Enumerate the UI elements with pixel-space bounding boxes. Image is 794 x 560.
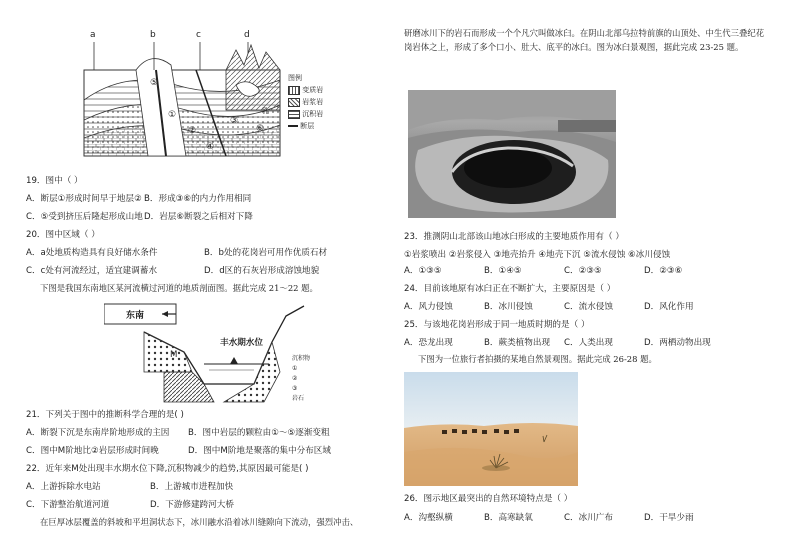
q19-opt-d: D．岩层⑥断裂之后相对下降 — [144, 212, 253, 222]
q19-stem: 19．图中（ ） — [26, 176, 83, 186]
q19-opt-c: C．⑤受到挤压后隆起形成山地 — [26, 212, 143, 222]
q22-opt-c: C．下游整治航道河道 — [26, 500, 110, 510]
river-legend-3: ③ — [292, 385, 298, 392]
legend-item-sedimentary: 沉积岩 — [288, 108, 354, 120]
direction-label: 东南 — [126, 311, 145, 321]
q23-opt-c: C．②③⑤ — [564, 266, 602, 276]
q21-stem: 21．下列关于图中的推断科学合理的是( ) — [26, 410, 184, 420]
section-letter-b: b — [150, 30, 156, 40]
passage-21-22: 下图是我国东南地区某河流横过河道的地质剖面图。据此完成 21～22 题。 — [40, 283, 318, 293]
legend-title: 图例 — [288, 74, 302, 82]
river-legend-1: ① — [292, 365, 298, 372]
section-circle-5: ⑤ — [150, 78, 159, 88]
section-letter-a: a — [90, 30, 96, 40]
q21-opt-c: C．图中M阶地比②岩层形成时间晚 — [26, 446, 159, 456]
water-level-label: 丰水期水位 — [220, 338, 263, 348]
q23-opt-b: B．①④⑤ — [484, 266, 522, 276]
q24-opt-c: C．流水侵蚀 — [564, 302, 613, 312]
q26-opt-a: A．沟壑纵横 — [404, 513, 453, 523]
terrace-m-label: M — [170, 350, 178, 360]
q25-stem: 25．与该地花岗岩形成于同一地质时期的是（ ） — [404, 320, 590, 330]
section-circle-6: ⑥ — [256, 124, 265, 134]
passage-23-25-cont: 研磨冰川下的岩石而形成一个个凡穴叫做冰臼。在阴山北部乌拉特前旗的山顶处、中生代三叠纪花岗岩体之上，形成了多个口小、肚大、底平的冰臼。图为冰臼景观图，据此完成 23-25 题。 — [404, 28, 765, 52]
section-circle-1: ① — [168, 110, 177, 120]
q25-opt-a: A．恐龙出现 — [404, 338, 453, 348]
q24-stem: 24．目前该地原有冰臼正在不断扩大，主要原因是（ ） — [404, 284, 616, 294]
river-section-figure — [104, 302, 314, 406]
q26-opt-b: B．高寒缺氧 — [484, 513, 533, 523]
q24-opt-a: A．风力侵蚀 — [404, 302, 453, 312]
geology-section-figure — [76, 30, 356, 160]
q21-opt-d: D．图中M阶地是聚落的集中分布区域 — [188, 446, 331, 456]
q25-opt-d: D．两栖动物出现 — [644, 338, 711, 348]
desert-svg — [404, 372, 578, 486]
section-legend — [288, 72, 354, 132]
q22-opt-b: B．上游城市进程加快 — [150, 482, 234, 492]
q22-stem: 22．近年来M处出现丰水期水位下降,沉积物减少的趋势,其原因最可能是( ) — [26, 464, 309, 474]
q24-opt-b: B．冰川侵蚀 — [484, 302, 533, 312]
legend-item-fault: 断层 — [288, 120, 354, 132]
q26-opt-d: D．干旱少雨 — [644, 513, 694, 523]
section-letter-c: c — [196, 30, 201, 40]
q23-opt-d: D．②③⑥ — [644, 266, 683, 276]
river-legend — [292, 354, 310, 404]
section-circle-2: ② — [188, 126, 197, 136]
legend-item-metamorphic: 变质岩 — [288, 84, 354, 96]
q20-opt-d: D．d区的石灰岩形成溶蚀地貌 — [204, 266, 320, 276]
q20-opt-c: C．c处有河流经过，适宜建调蓄水 — [26, 266, 158, 276]
desert-photo — [404, 372, 578, 486]
legend-item-igneous: 岩浆岩 — [288, 96, 354, 108]
q23-opt-a: A．①③⑤ — [404, 266, 442, 276]
q25-opt-b: B．蕨类植物出现 — [484, 338, 551, 348]
passage-26-28: 下图为一位旅行者拍摄的某地自然景观图。据此完成 26-28 题。 — [418, 354, 657, 364]
q26-opt-c: C．冰川广布 — [564, 513, 613, 523]
q20-opt-a: A．a处地质构造具有良好储水条件 — [26, 248, 158, 258]
q19-opt-b: B．形成③⑥的内力作用相同 — [144, 194, 252, 204]
q24-opt-d: D．风化作用 — [644, 302, 694, 312]
q23-items: ①岩浆喷出 ②岩浆侵入 ③地壳抬升 ④地壳下沉 ⑤流水侵蚀 ⑥冰川侵蚀 — [404, 250, 671, 260]
q20-stem: 20．图中区域（ ） — [26, 230, 100, 240]
q26-stem: 26．图示地区最突出的自然环境特点是（ ） — [404, 494, 573, 504]
ice-mortar-photo — [408, 90, 616, 218]
section-letter-d: d — [244, 30, 250, 40]
river-legend-2: ② — [292, 375, 298, 382]
q21-opt-a: A．断裂下沉是东南岸阶地形成的主因 — [26, 428, 170, 438]
q21-opt-b: B．图中岩层的颗粒由①～⑤逐渐变粗 — [188, 428, 330, 438]
section-circle-3: ③ — [230, 116, 239, 126]
q22-opt-a: A．上游拆除水电站 — [26, 482, 101, 492]
river-legend-rock: 岩石 — [292, 395, 305, 402]
ice-mortar-svg — [408, 90, 616, 218]
section-circle-4: ④ — [206, 142, 215, 152]
river-legend-sediment: 沉积物 — [292, 355, 311, 362]
section-legend-extra: 乳 — [262, 107, 269, 115]
q19-opt-a: A．断层①形成时间早于地层② — [26, 194, 142, 204]
q22-opt-d: D．下游修建跨河大桥 — [150, 500, 234, 510]
q20-opt-b: B．b处的花岗岩可用作优质石材 — [204, 248, 328, 258]
passage-23-25-start: 在巨厚冰层覆盖的斜坡和平坦洞状态下，冰川融水沿着冰川缝隙向下流动，强烈冲击、 — [40, 517, 359, 527]
q25-opt-c: C．人类出现 — [564, 338, 613, 348]
q23-stem: 23．推测阴山北部该山地冰臼形成的主要地质作用有（ ） — [404, 232, 624, 242]
